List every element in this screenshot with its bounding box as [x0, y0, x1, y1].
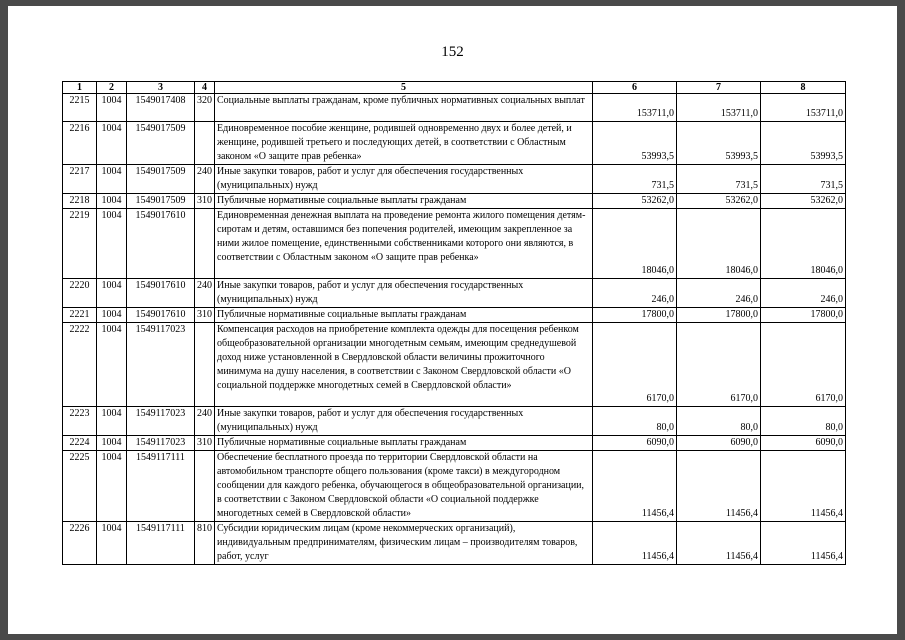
- amount-col-8: 17800,0: [761, 308, 846, 323]
- row-number: 2226: [63, 522, 97, 565]
- table-row: [63, 194, 846, 209]
- expense-type-code: [195, 122, 215, 165]
- target-article-code: 1549017610: [127, 209, 195, 279]
- expense-type-code: 810: [195, 522, 215, 565]
- header-cell: 6: [593, 82, 677, 94]
- expense-type-code: 320: [195, 94, 215, 122]
- amount-col-7: 80,0: [677, 407, 761, 436]
- expense-name: Иные закупки товаров, работ и услуг для обеспечения государственных (муниципальных) нужд: [215, 165, 593, 194]
- table-row: [63, 165, 846, 194]
- amount-col-7: 11456,4: [677, 451, 761, 522]
- expense-name: Обеспечение бесплатного проезда по территории Свердловской области на автомобильном транспорте общего пользования (кроме такси) в междугородном сообщении для каждого ребенка, обучающегося в общеобразовательной организации, в соответствии с Законом Свердловской области «О социальной поддержке многодетных семей в Свердловской области»: [215, 451, 593, 522]
- target-article-code: 1549117023: [127, 407, 195, 436]
- expense-type-code: [195, 209, 215, 279]
- table-row: [63, 122, 846, 165]
- target-article-code: 1549017509: [127, 165, 195, 194]
- row-number: 2224: [63, 436, 97, 451]
- expense-name: Иные закупки товаров, работ и услуг для обеспечения государственных (муниципальных) нужд: [215, 407, 593, 436]
- budget-table: [62, 81, 846, 565]
- amount-col-8: 18046,0: [761, 209, 846, 279]
- expense-type-code: 310: [195, 308, 215, 323]
- amount-col-6: 11456,4: [593, 451, 677, 522]
- amount-col-8: 6170,0: [761, 323, 846, 407]
- amount-col-7: 11456,4: [677, 522, 761, 565]
- table-row: [63, 279, 846, 308]
- table-row: [63, 522, 846, 565]
- section-code: 1004: [97, 165, 127, 194]
- expense-type-code: 240: [195, 407, 215, 436]
- target-article-code: 1549117023: [127, 436, 195, 451]
- amount-col-8: 53993,5: [761, 122, 846, 165]
- amount-col-6: 17800,0: [593, 308, 677, 323]
- amount-col-8: 53262,0: [761, 194, 846, 209]
- amount-col-6: 53262,0: [593, 194, 677, 209]
- expense-type-code: [195, 323, 215, 407]
- section-code: 1004: [97, 407, 127, 436]
- amount-col-8: 246,0: [761, 279, 846, 308]
- target-article-code: 1549017509: [127, 122, 195, 165]
- header-cell: 3: [127, 82, 195, 94]
- target-article-code: 1549017509: [127, 194, 195, 209]
- amount-col-7: 153711,0: [677, 94, 761, 122]
- amount-col-7: 53993,5: [677, 122, 761, 165]
- table-row: [63, 451, 846, 522]
- expense-name: Публичные нормативные социальные выплаты гражданам: [215, 194, 593, 209]
- row-number: 2222: [63, 323, 97, 407]
- amount-col-7: 17800,0: [677, 308, 761, 323]
- section-code: 1004: [97, 194, 127, 209]
- expense-type-code: 310: [195, 436, 215, 451]
- table-row: [63, 436, 846, 451]
- header-cell: 4: [195, 82, 215, 94]
- header-cell: 7: [677, 82, 761, 94]
- row-number: 2220: [63, 279, 97, 308]
- expense-name: Субсидии юридическим лицам (кроме некоммерческих организаций), индивидуальным предпринимателям, физическим лицам – производителям товаров, работ, услуг: [215, 522, 593, 565]
- amount-col-7: 6170,0: [677, 323, 761, 407]
- section-code: 1004: [97, 323, 127, 407]
- row-number: 2217: [63, 165, 97, 194]
- amount-col-7: 731,5: [677, 165, 761, 194]
- page-number: 152: [441, 44, 464, 60]
- amount-col-6: 6170,0: [593, 323, 677, 407]
- section-code: 1004: [97, 522, 127, 565]
- target-article-code: 1549117111: [127, 522, 195, 565]
- amount-col-6: 53993,5: [593, 122, 677, 165]
- expense-name: Единовременная денежная выплата на проведение ремонта жилого помещения детям-сиротам и детям, оставшимся без попечения родителей, имеющим закрепленное за ними жилое помещение, единственными собственниками которого они являются, в соответствии с Областным законом «О защите прав ребенка»: [215, 209, 593, 279]
- expense-type-code: 240: [195, 279, 215, 308]
- row-number: 2223: [63, 407, 97, 436]
- row-number: 2219: [63, 209, 97, 279]
- amount-col-8: 731,5: [761, 165, 846, 194]
- table-row: [63, 323, 846, 407]
- target-article-code: 1549017610: [127, 308, 195, 323]
- section-code: 1004: [97, 279, 127, 308]
- amount-col-6: 153711,0: [593, 94, 677, 122]
- row-number: 2216: [63, 122, 97, 165]
- target-article-code: 1549117111: [127, 451, 195, 522]
- header-cell: 8: [761, 82, 846, 94]
- amount-col-6: 246,0: [593, 279, 677, 308]
- expense-name: Публичные нормативные социальные выплаты гражданам: [215, 308, 593, 323]
- section-code: 1004: [97, 451, 127, 522]
- amount-col-6: 80,0: [593, 407, 677, 436]
- row-number: 2218: [63, 194, 97, 209]
- header-cell: 5: [215, 82, 593, 94]
- target-article-code: 1549017408: [127, 94, 195, 122]
- amount-col-7: 18046,0: [677, 209, 761, 279]
- expense-type-code: 310: [195, 194, 215, 209]
- amount-col-8: 6090,0: [761, 436, 846, 451]
- target-article-code: 1549117023: [127, 323, 195, 407]
- section-code: 1004: [97, 436, 127, 451]
- table-row: [63, 407, 846, 436]
- amount-col-6: 6090,0: [593, 436, 677, 451]
- amount-col-8: 11456,4: [761, 451, 846, 522]
- amount-col-7: 53262,0: [677, 194, 761, 209]
- expense-name: Единовременное пособие женщине, родившей одновременно двух и более детей, и женщине, родившей третьего и последующих детей, в соответствии с Областным законом «О защите прав ребенка»: [215, 122, 593, 165]
- amount-col-6: 11456,4: [593, 522, 677, 565]
- row-number: 2215: [63, 94, 97, 122]
- amount-col-8: 11456,4: [761, 522, 846, 565]
- header-cell: 2: [97, 82, 127, 94]
- amount-col-6: 18046,0: [593, 209, 677, 279]
- section-code: 1004: [97, 308, 127, 323]
- section-code: 1004: [97, 122, 127, 165]
- expense-name: Компенсация расходов на приобретение комплекта одежды для посещения ребенком общеобразовательной организации многодетным семьям, имеющим среднедушевой доход ниже установленной в Свердловской области величины прожиточного минимума на душу населения, в соответствии с Законом Свердловской области «О социальной поддержке многодетных семей в Свердловской области»: [215, 323, 593, 407]
- table-row: [63, 209, 846, 279]
- expense-type-code: [195, 451, 215, 522]
- amount-col-7: 246,0: [677, 279, 761, 308]
- amount-col-6: 731,5: [593, 165, 677, 194]
- section-code: 1004: [97, 209, 127, 279]
- table-row: [63, 94, 846, 122]
- expense-type-code: 240: [195, 165, 215, 194]
- target-article-code: 1549017610: [127, 279, 195, 308]
- section-code: 1004: [97, 94, 127, 122]
- row-number: 2225: [63, 451, 97, 522]
- amount-col-7: 6090,0: [677, 436, 761, 451]
- header-row: [63, 82, 846, 94]
- row-number: 2221: [63, 308, 97, 323]
- amount-col-8: 80,0: [761, 407, 846, 436]
- table-row: [63, 308, 846, 323]
- expense-name: Социальные выплаты гражданам, кроме публичных нормативных социальных выплат: [215, 94, 593, 122]
- expense-name: Публичные нормативные социальные выплаты гражданам: [215, 436, 593, 451]
- expense-name: Иные закупки товаров, работ и услуг для обеспечения государственных (муниципальных) нужд: [215, 279, 593, 308]
- header-cell: 1: [63, 82, 97, 94]
- amount-col-8: 153711,0: [761, 94, 846, 122]
